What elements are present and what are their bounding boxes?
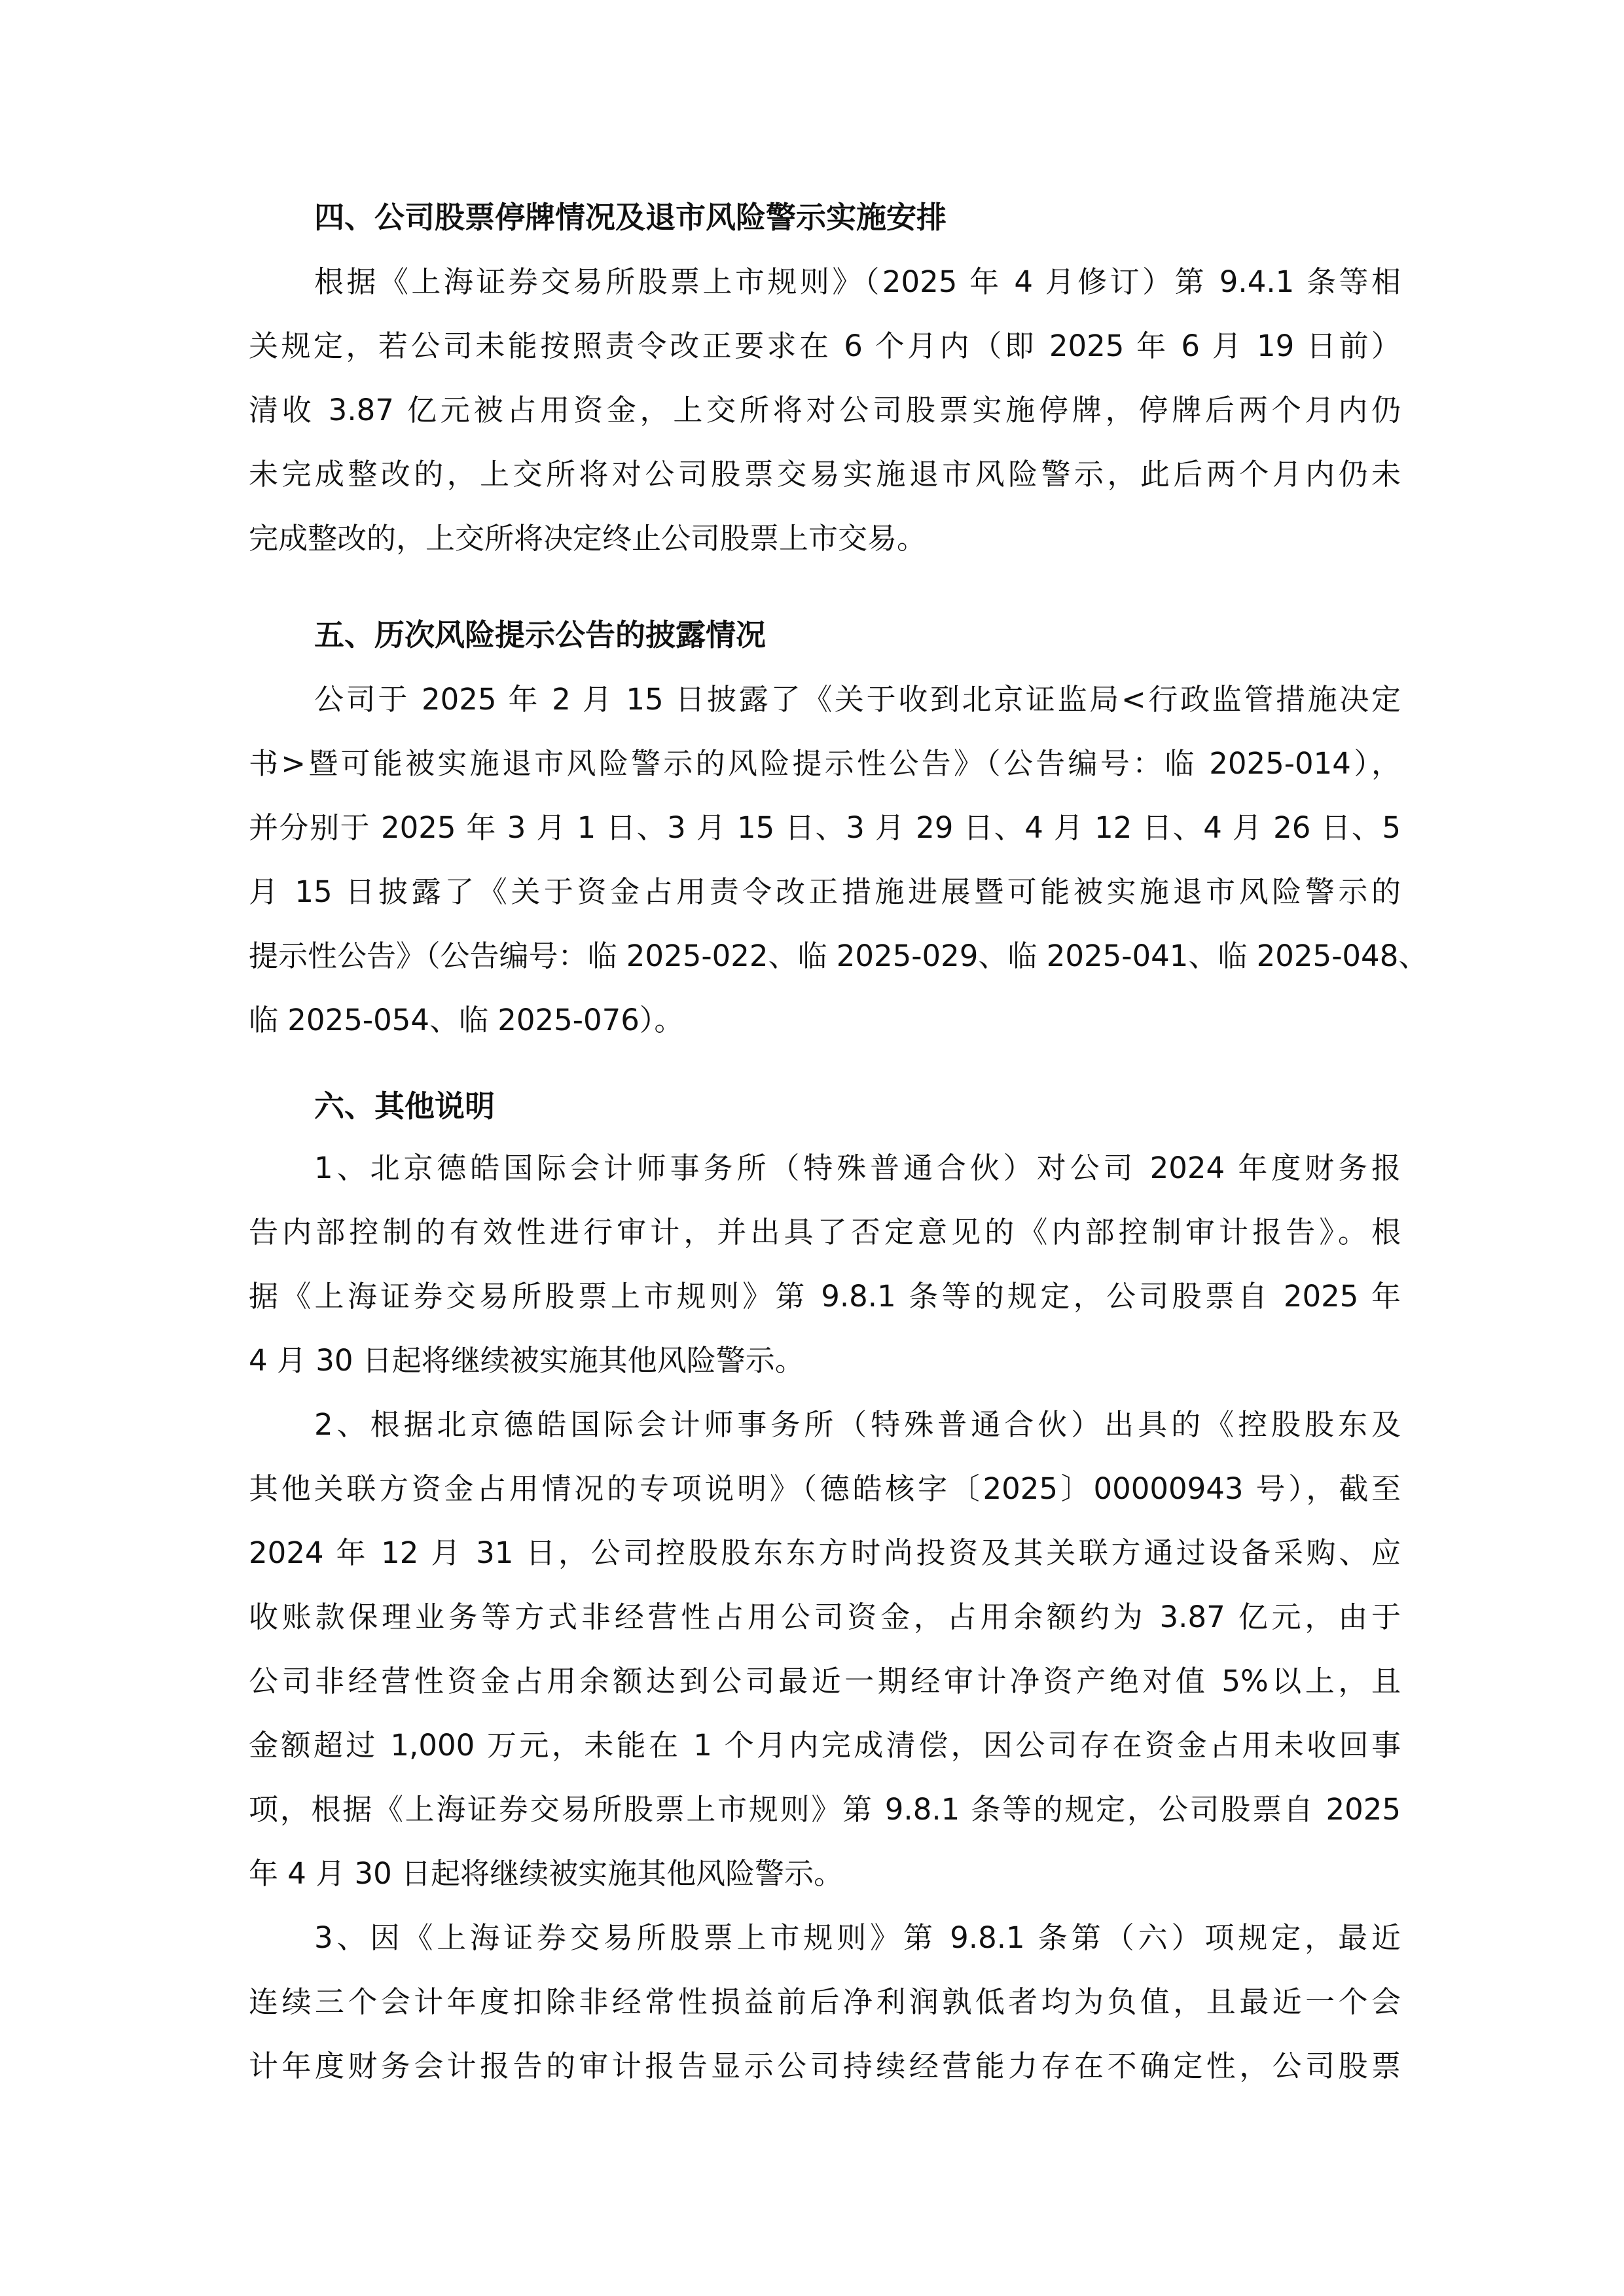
- text-line: 4 月 30 日起将继续被实施其他风险警示。: [249, 1343, 804, 1378]
- text-line: 2、根据北京德皓国际会计师事务所（特殊普通合伙）出具的《控股股东及: [314, 1407, 1401, 1442]
- text-line: 月 15 日披露了《关于资金占用责令改正措施进展暨可能被实施退市风险警示的: [249, 874, 1401, 909]
- text-line: 收账款保理业务等方式非经营性占用公司资金，占用余额约为 3.87 亿元，由于: [249, 1600, 1401, 1634]
- text-line: 完成整改的，上交所将决定终止公司股票上市交易。: [249, 521, 927, 556]
- text-line: 书>暨可能被实施退市风险警示的风险提示性公告》（公告编号：临 2025-014），: [249, 746, 1401, 781]
- text-line: 计年度财务会计报告的审计报告显示公司持续经营能力存在不确定性，公司股票: [249, 2049, 1401, 2083]
- text-line: 公司于 2025 年 2 月 15 日披露了《关于收到北京证监局<行政监管措施决定: [314, 682, 1401, 717]
- text-line: 其他关联方资金占用情况的专项说明》（德皓核字〔2025〕00000943 号），截至: [249, 1471, 1401, 1506]
- text-line: 连续三个会计年度扣除非经常性损益前后净利润孰低者均为负值，且最近一个会: [249, 1984, 1401, 2019]
- text-line: 临 2025-054、临 2025-076）。: [249, 1003, 684, 1037]
- text-line: 年 4 月 30 日起将继续被实施其他风险警示。: [249, 1856, 844, 1891]
- text-line: 项，根据《上海证券交易所股票上市规则》第 9.8.1 条等的规定，公司股票自 2025: [249, 1792, 1401, 1827]
- text-line: 2024 年 12 月 31 日，公司控股股东东方时尚投资及其关联方通过设备采购、应: [249, 1535, 1401, 1570]
- text-line: 据《上海证券交易所股票上市规则》第 9.8.1 条等的规定，公司股票自 2025 年: [249, 1279, 1401, 1314]
- text-line: 1、北京德皓国际会计师事务所（特殊普通合伙）对公司 2024 年度财务报: [314, 1151, 1401, 1185]
- text-line: 根据《上海证券交易所股票上市规则》（2025 年 4 月修订）第 9.4.1 条等相: [314, 264, 1401, 299]
- paragraph-other-3: [249, 1906, 1401, 2098]
- paragraph-delisting-arrangement: [249, 250, 1401, 571]
- text-line: 并分别于 2025 年 3 月 1 日、3 月 15 日、3 月 29 日、4 月 12 日、4 月 26 日、5: [249, 810, 1401, 845]
- text-line: 公司非经营性资金占用余额达到公司最近一期经审计净资产绝对值 5%以上，且: [249, 1664, 1401, 1698]
- text-line: 提示性公告》（公告编号：临 2025-022、临 2025-029、临 2025-041、临 2025-048、: [249, 939, 1428, 973]
- paragraph-risk-announcements: [249, 668, 1428, 1052]
- paragraph-other-2: [249, 1393, 1401, 1906]
- text-line: 金额超过 1,000 万元，未能在 1 个月内完成清偿，因公司存在资金占用未收回事: [249, 1728, 1401, 1763]
- document-page: 四、公司股票停牌情况及退市风险警示实施安排 根据《上海证券交易所股票上市规则》（2025 年 4 月修订）第 9.4.1 条等相 关规定，若公司未能按照责令改正要求在 6 个月内（即 2025 年 6 月 19 日前） 清收 3.87 亿元被占用资金，上交所将对公司股票实施停牌，停牌后两个月内仍 未完成整改的，上交所将对公司股票交易实施退市风险警示，此后两个月内仍未 完成整改的，上交所将决定终止公司股票上市交易。 五、历次风险提示公告的披露情况 公司于 2025 年 2 月 15 日披露了《关于收到北京证监局<行政监管措施决定 书>暨可能被实施退市风险警示的风险提示性公告》（公告编号：临 2025-014）， 并分别于 2025 年 3 月 1 日、3 月 15 日、3 月 29 日、4 月 12 日、4 月 26 日、5 月 15 日披露了《关于资金占用责令改正措施进展暨可能被实施退市风险警示的 提示性公告》（公告编号：临 2025-022、临 2025-029、临 2025-041、临 2025-048、 临 2025-054、临 2025-076）。 六、其他说明 1、北京德皓国际会计师事务所（特殊普通合伙）对公司 2024 年度财务报 告内部控制的有效性进行审计，并出具了否定意见的《内部控制审计报告》。根 据《上海证券交易所股票上市规则》第 9.8.1 条等的规定，公司股票自 2025 年 4 月 30 日起将继续被实施其他风险警示。 2、根据北京德皓国际会计师事务所（特殊普通合伙）出具的《控股股东及 其他关联方资金占用情况的专项说明》（德皓核字〔2025〕00000943 号），截至 2024 年 12 月 31 日，公司控股股东东方时尚投资及其关联方通过设备采购、应 收账款保理业务等方式非经营性占用公司资金，占用余额约为 3.87 亿元，由于 公司非经营性资金占用余额达到公司最近一期经审计净资产绝对值 5%以上，且 金额超过 1,000 万元，未能在 1 个月内完成清偿，因公司存在资金占用未收回事 项，根据《上海证券交易所股票上市规则》第 9.8.1 条等的规定，公司股票自 2025 年 4 月 30 日起将继续被实施其他风险警示。 3、因《上海证券交易所股票上市规则》第 9.8.1 条第（六）项规定，最近 连续三个会计年度扣除非经常性损益前后净利润孰低者均为负值，且最近一个会 计年度财务会计报告的审计报告显示公司持续经营能力存在不确定性，公司股票: [0, 0, 1624, 2296]
- text-line: 清收 3.87 亿元被占用资金，上交所将对公司股票实施停牌，停牌后两个月内仍: [249, 393, 1401, 427]
- text-line: 3、因《上海证券交易所股票上市规则》第 9.8.1 条第（六）项规定，最近: [314, 1920, 1401, 1955]
- text-line: 告内部控制的有效性进行审计，并出具了否定意见的《内部控制审计报告》。根: [249, 1215, 1401, 1249]
- text-line: 关规定，若公司未能按照责令改正要求在 6 个月内（即 2025 年 6 月 19 日前）: [249, 329, 1401, 363]
- text-line: 未完成整改的，上交所将对公司股票交易实施退市风险警示，此后两个月内仍未: [249, 457, 1401, 492]
- paragraph-other-1: [249, 1136, 1401, 1393]
